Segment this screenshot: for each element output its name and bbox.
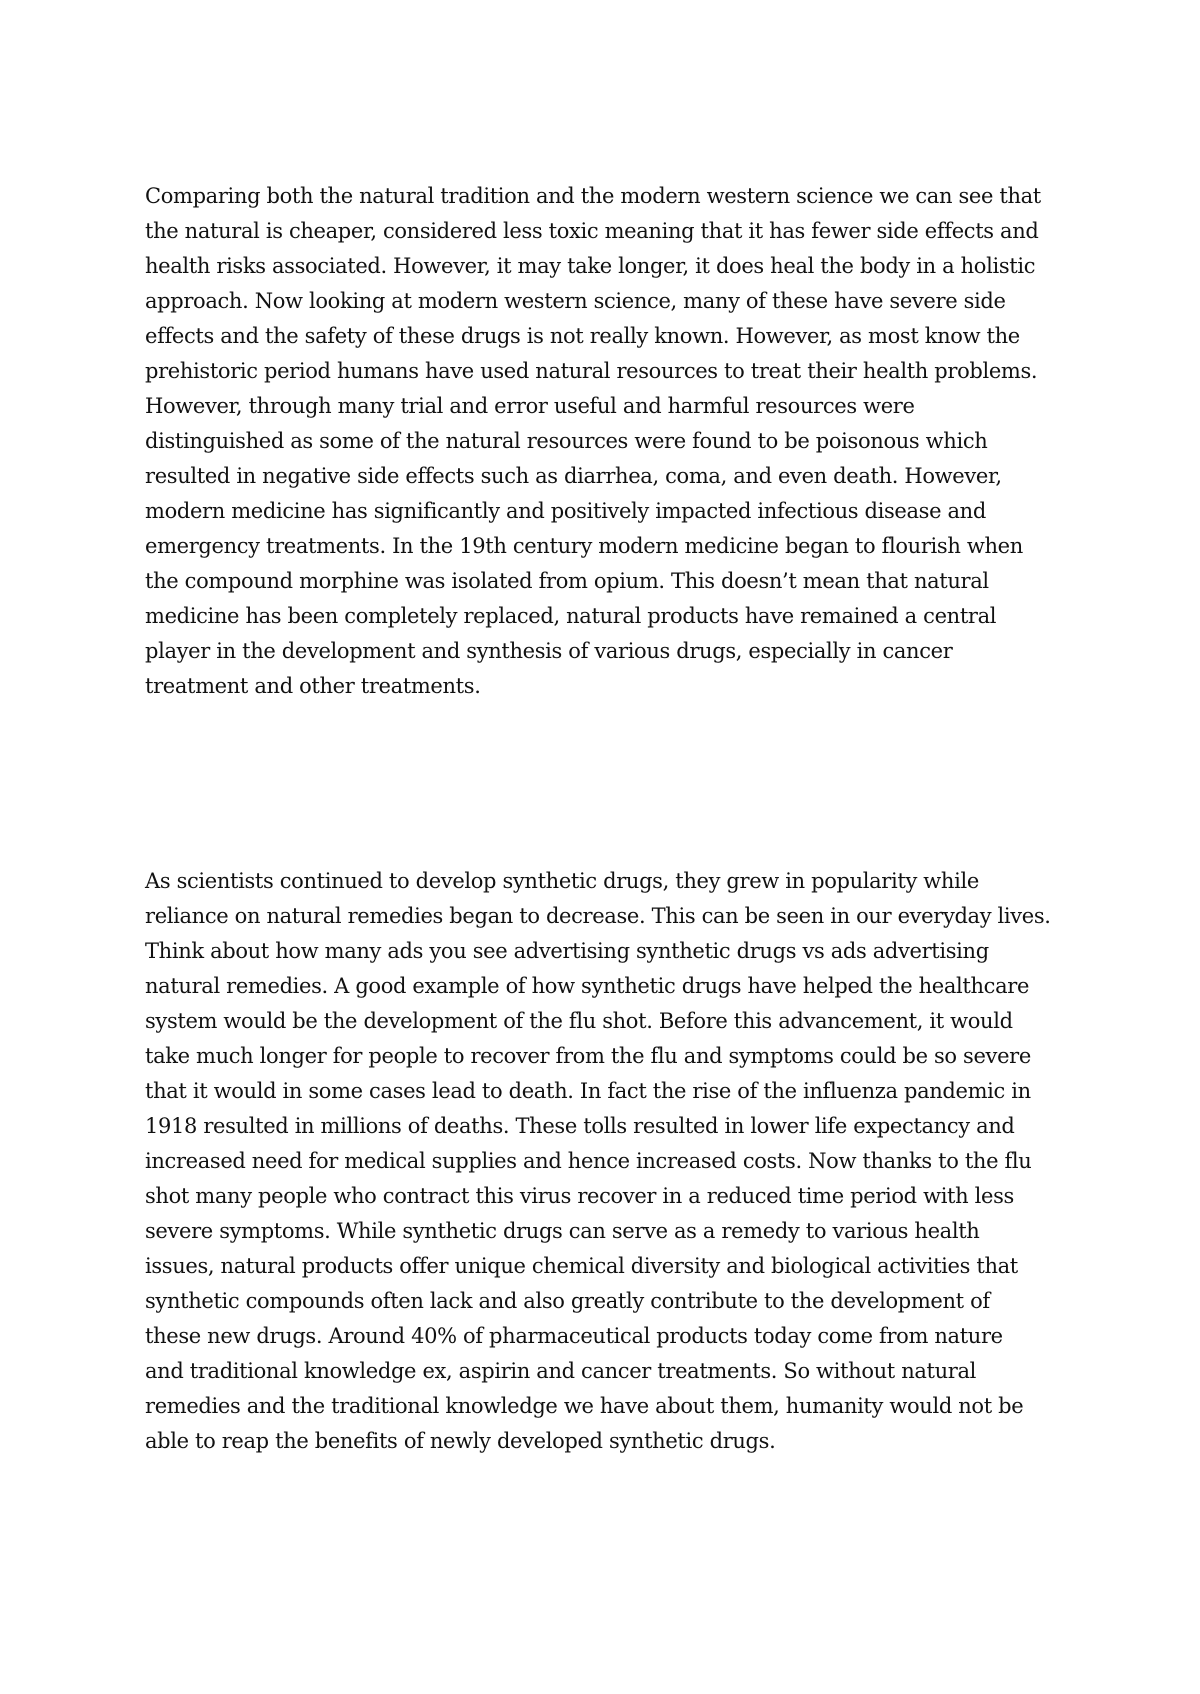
text-line: that it would in some cases lead to death. In fact the rise of the influenza pandemic in [145,1079,1031,1103]
text-line: increased need for medical supplies and hence increased costs. Now thanks to the flu [145,1149,1032,1173]
text-line: medicine has been completely replaced, natural products have remained a central [145,604,997,628]
text-line: player in the development and synthesis of various drugs, especially in cancer [145,639,953,663]
text-line: approach. Now looking at modern western science, many of these have severe side [145,289,1006,313]
text-line: severe symptoms. While synthetic drugs can serve as a remedy to various health [145,1219,980,1243]
text-line: However, through many trial and error useful and harmful resources were [145,394,915,418]
text-line: issues, natural products offer unique chemical diversity and biological activities that [145,1254,1018,1278]
text-line: effects and the safety of these drugs is not really known. However, as most know the [145,324,1020,348]
text-line: emergency treatments. In the 19th century modern medicine began to flourish when [145,534,1023,558]
text-line: shot many people who contract this virus recover in a reduced time period with less [145,1184,1014,1208]
text-line: As scientists continued to develop synthetic drugs, they grew in popularity while [145,869,979,893]
text-line: modern medicine has significantly and positively impacted infectious disease and [145,499,986,523]
text-line: treatment and other treatments. [145,674,481,698]
text-line: natural remedies. A good example of how synthetic drugs have helped the healthcare [145,974,1030,998]
text-line: system would be the development of the flu shot. Before this advancement, it would [145,1009,1013,1033]
text-line: able to reap the benefits of newly developed synthetic drugs. [145,1429,776,1453]
text-line: health risks associated. However, it may take longer, it does heal the body in a holistic [145,254,1036,278]
text-line: prehistoric period humans have used natural resources to treat their health problems. [145,359,1038,383]
text-line: reliance on natural remedies began to decrease. This can be seen in our everyday lives. [145,904,1051,928]
text-line: synthetic compounds often lack and also greatly contribute to the development of [145,1289,990,1313]
text-line: take much longer for people to recover from the flu and symptoms could be so severe [145,1044,1031,1068]
text-line: the natural is cheaper, considered less toxic meaning that it has fewer side effects and [145,219,1039,243]
text-line: resulted in negative side effects such as diarrhea, coma, and even death. However, [145,464,1002,488]
text-line: and traditional knowledge ex, aspirin and cancer treatments. So without natural [145,1359,977,1383]
text-line: these new drugs. Around 40% of pharmaceutical products today come from nature [145,1324,1003,1348]
text-line: remedies and the traditional knowledge we have about them, humanity would not be [145,1394,1024,1418]
text-line: Think about how many ads you see advertising synthetic drugs vs ads advertising [145,939,989,963]
text-line: 1918 resulted in millions of deaths. These tolls resulted in lower life expectancy and [145,1114,1015,1138]
text-line: distinguished as some of the natural resources were found to be poisonous which [145,429,988,453]
text-line: Comparing both the natural tradition and the modern western science we can see that [145,184,1041,208]
text-line: the compound morphine was isolated from opium. This doesn’t mean that natural [145,569,989,593]
